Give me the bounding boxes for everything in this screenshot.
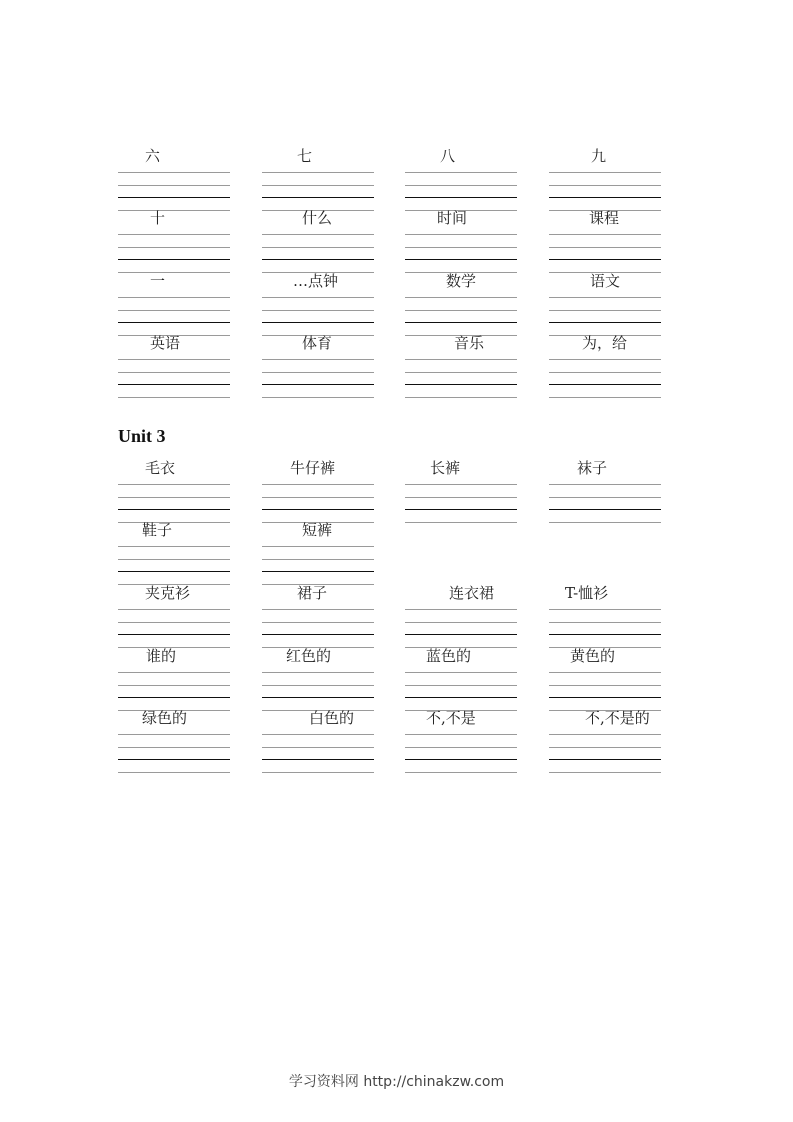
writing-line [262,310,374,311]
writing-line [549,359,661,360]
writing-line [549,672,661,673]
worksheet-cell [118,459,230,519]
worksheet-cell [549,709,661,769]
vocab-word: 十 [150,209,166,227]
writing-line [549,297,661,298]
writing-line [262,747,374,748]
writing-line [118,247,230,248]
vocab-word: 八 [440,147,456,165]
vocab-word: 长裤 [430,459,461,477]
vocab-word: 连衣裙 [449,584,495,602]
writing-line [405,172,517,173]
writing-line [262,685,374,686]
writing-baseline [405,634,517,635]
writing-line [262,297,374,298]
writing-line [262,359,374,360]
writing-line [118,297,230,298]
writing-line [549,484,661,485]
writing-line [405,397,517,398]
vocab-word: 音乐 [454,334,485,352]
writing-line [405,497,517,498]
writing-line [405,247,517,248]
worksheet-cell [262,709,374,769]
worksheet-cell [549,147,661,207]
writing-line [262,397,374,398]
writing-baseline [549,384,661,385]
writing-line [262,772,374,773]
writing-line [549,734,661,735]
vocab-word: 袜子 [577,459,608,477]
writing-line [118,484,230,485]
writing-line [549,685,661,686]
worksheet-cell [405,209,517,269]
writing-line [118,609,230,610]
worksheet-cell [118,209,230,269]
vocab-word: 英语 [150,334,181,352]
writing-line [262,234,374,235]
worksheet-cell [262,647,374,707]
worksheet-cell [405,272,517,332]
writing-line [262,497,374,498]
writing-line [262,546,374,547]
writing-line [405,734,517,735]
writing-baseline [405,322,517,323]
writing-line [262,372,374,373]
writing-line [262,185,374,186]
writing-line [262,609,374,610]
writing-baseline [405,509,517,510]
writing-line [405,372,517,373]
vocab-word: 红色的 [286,647,332,665]
writing-line [405,234,517,235]
writing-line [405,609,517,610]
worksheet-cell [262,521,374,581]
writing-baseline [549,322,661,323]
vocab-word: 白色的 [309,709,355,727]
worksheet-cell [118,272,230,332]
writing-baseline [118,197,230,198]
writing-line [262,172,374,173]
writing-line [262,622,374,623]
writing-line [118,185,230,186]
vocab-word: 课程 [589,209,620,227]
writing-line [549,622,661,623]
page-footer-watermark: 学习资料网 http://chinakzw.com [288,1074,505,1090]
writing-line [262,672,374,673]
vocab-word: 七 [297,147,313,165]
writing-line [405,185,517,186]
writing-baseline [549,759,661,760]
writing-line [549,372,661,373]
writing-line [405,359,517,360]
worksheet-cell [262,272,374,332]
writing-line [118,747,230,748]
writing-baseline [405,197,517,198]
writing-baseline [262,697,374,698]
writing-line [118,397,230,398]
writing-baseline [405,259,517,260]
worksheet-cell [118,709,230,769]
writing-line [405,622,517,623]
writing-baseline [405,697,517,698]
writing-line [549,497,661,498]
writing-line [118,172,230,173]
writing-baseline [549,259,661,260]
vocab-word: 黄色的 [570,647,616,665]
worksheet-cell [405,147,517,207]
vocab-word: 鞋子 [142,521,173,539]
writing-line [118,685,230,686]
writing-baseline [262,322,374,323]
worksheet-cell [262,147,374,207]
writing-line [405,484,517,485]
worksheet-cell [405,647,517,707]
vocab-word: 毛衣 [145,459,176,477]
writing-line [405,297,517,298]
writing-line [262,734,374,735]
writing-line [118,359,230,360]
writing-baseline [549,509,661,510]
writing-baseline [262,384,374,385]
worksheet-cell [405,459,517,519]
writing-baseline [549,197,661,198]
vocab-word: 夹克衫 [145,584,191,602]
vocab-word: …点钟 [293,272,339,290]
writing-line [262,247,374,248]
writing-line [405,685,517,686]
writing-line [262,484,374,485]
writing-baseline [262,634,374,635]
worksheet-cell [262,334,374,394]
writing-line [549,772,661,773]
writing-baseline [118,634,230,635]
worksheet-cell [262,584,374,644]
worksheet-cell [549,209,661,269]
vocab-word: 时间 [437,209,468,227]
writing-line [549,747,661,748]
writing-line [549,234,661,235]
vocab-word: 不,不是的 [585,709,650,727]
writing-line [549,397,661,398]
writing-baseline [118,509,230,510]
writing-line [118,310,230,311]
writing-baseline [405,384,517,385]
vocab-word: 为，给 [582,334,628,352]
worksheet-cell [549,272,661,332]
writing-baseline [118,384,230,385]
writing-baseline [118,322,230,323]
vocab-word: 蓝色的 [426,647,472,665]
writing-line [405,672,517,673]
writing-baseline [118,697,230,698]
worksheet-cell [405,334,517,394]
worksheet-cell [549,459,661,519]
writing-line [549,609,661,610]
vocab-word: 数学 [446,272,477,290]
worksheet-cell [549,647,661,707]
writing-line [405,772,517,773]
writing-line [118,734,230,735]
writing-baseline [262,259,374,260]
writing-line [118,234,230,235]
worksheet-cell [262,209,374,269]
vocab-word: 裙子 [297,584,328,602]
writing-line [118,559,230,560]
vocab-word: 绿色的 [142,709,188,727]
worksheet-cell [549,584,661,644]
vocab-word: 六 [145,147,161,165]
worksheet-cell [118,584,230,644]
vocab-word: 九 [591,147,607,165]
vocab-word: 什么 [302,209,333,227]
worksheet-cell [118,147,230,207]
writing-line [118,772,230,773]
writing-line [262,559,374,560]
unit-heading: Unit 3 [118,426,166,446]
writing-baseline [118,571,230,572]
vocab-word: 短裤 [302,521,333,539]
writing-line [118,546,230,547]
worksheet-cell [118,647,230,707]
vocab-word: 不,不是 [426,709,476,727]
worksheet-cell [405,584,517,644]
writing-line [549,185,661,186]
vocab-word: 牛仔裤 [290,459,336,477]
vocab-word: T-恤衫 [565,584,609,602]
vocab-word: 谁的 [146,647,177,665]
worksheet-cell [549,334,661,394]
writing-line [405,522,517,523]
worksheet-cell [118,334,230,394]
worksheet-cell [262,459,374,519]
writing-line [405,310,517,311]
writing-line [118,372,230,373]
writing-line [405,747,517,748]
writing-line [549,172,661,173]
writing-baseline [118,759,230,760]
vocab-word: 语文 [590,272,621,290]
writing-baseline [262,197,374,198]
writing-baseline [549,697,661,698]
writing-baseline [262,509,374,510]
writing-line [549,522,661,523]
writing-line [118,497,230,498]
writing-baseline [262,571,374,572]
writing-baseline [405,759,517,760]
writing-line [118,622,230,623]
worksheet-cell [118,521,230,581]
writing-line [118,672,230,673]
worksheet-cell [405,709,517,769]
writing-baseline [262,759,374,760]
writing-baseline [549,634,661,635]
writing-line [549,310,661,311]
vocab-word: 一 [150,272,166,290]
vocab-word: 体育 [302,334,333,352]
writing-baseline [118,259,230,260]
writing-line [549,247,661,248]
